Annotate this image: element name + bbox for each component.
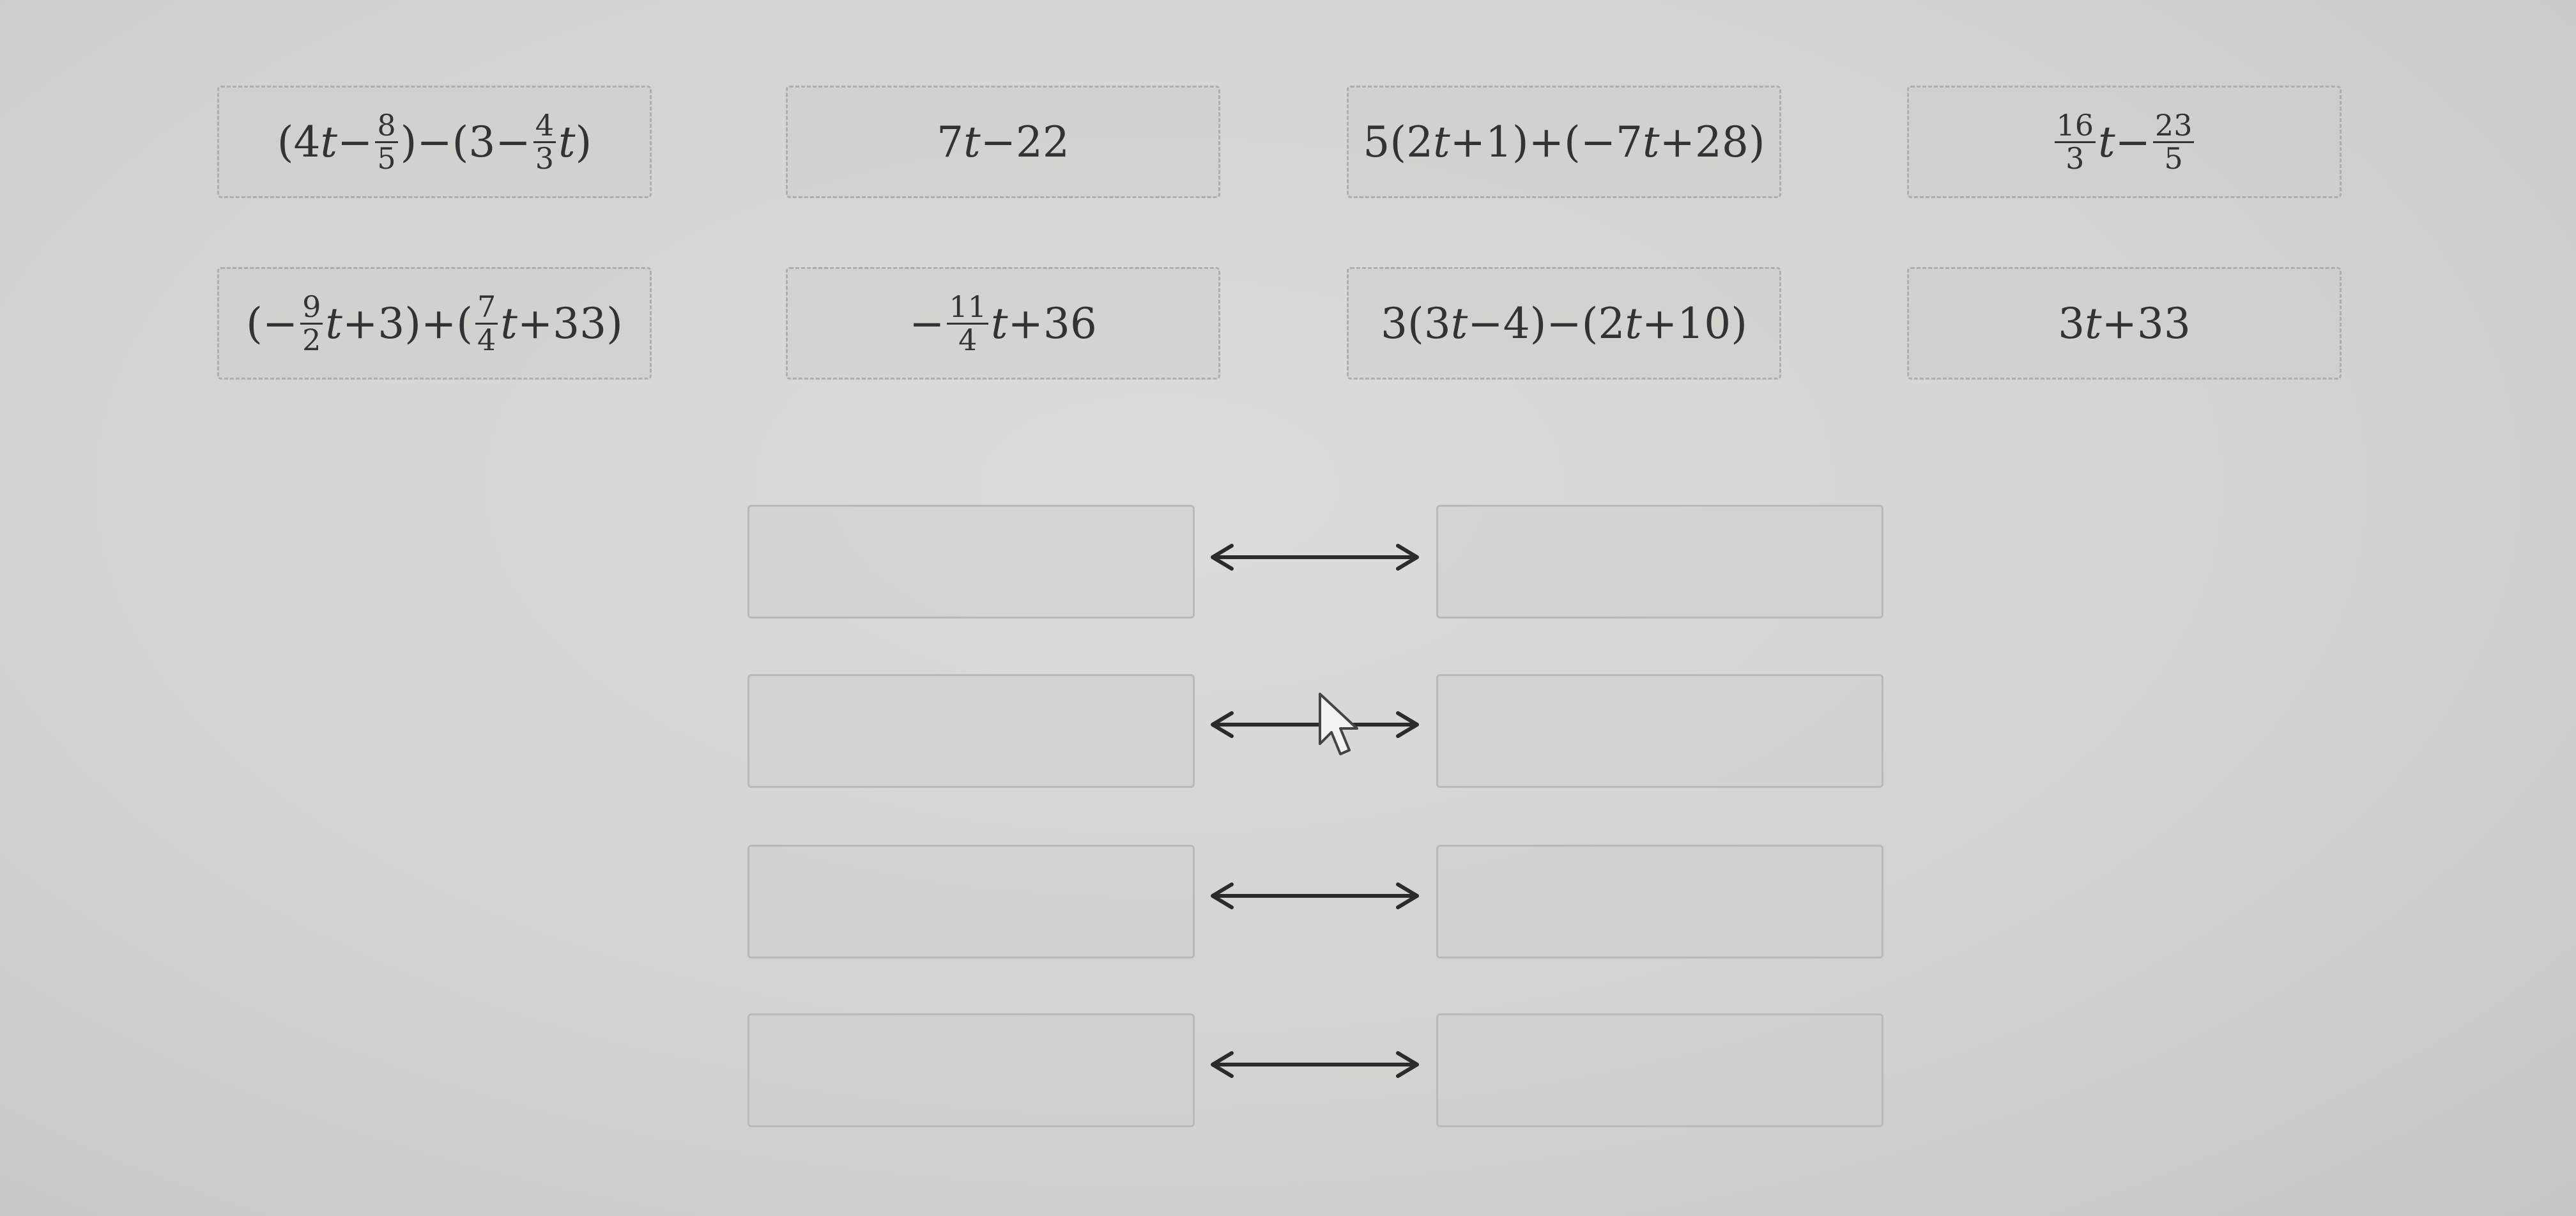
- drop-zone-right-3[interactable]: [1436, 845, 1883, 958]
- drop-zone-right-1[interactable]: [1436, 505, 1883, 619]
- fraction: $\frac{8}{5}$: [375, 110, 397, 174]
- drop-zone-left-2[interactable]: [747, 674, 1195, 788]
- drop-zone-right-4[interactable]: [1436, 1013, 1883, 1127]
- fraction: $\frac{23}{5}$: [2153, 110, 2195, 174]
- fraction: $\frac{11}{4}$: [947, 291, 988, 355]
- expression-text: 3 t +33: [2058, 298, 2191, 348]
- fraction: $\frac{4}{3}$: [533, 110, 556, 174]
- expression-text: $\frac{16}{3}$ t − $\frac{23}{5}$: [2052, 110, 2197, 174]
- double-headed-arrow-icon: [1206, 877, 1423, 915]
- expression-tile-6[interactable]: [786, 267, 1220, 380]
- expression-tile-7[interactable]: [1347, 267, 1781, 380]
- fraction: $\frac{9}{2}$: [300, 291, 323, 355]
- double-headed-arrow-icon: [1206, 538, 1423, 576]
- expression-tile-5[interactable]: [217, 267, 652, 380]
- expression-text: 7 t −22: [937, 117, 1070, 167]
- fraction: $\frac{7}{4}$: [475, 291, 498, 355]
- expression-text: (4 t − $\frac{8}{5}$ )−(3− $\frac{4}{3}$ t ): [277, 108, 592, 176]
- expression-text: (− $\frac{9}{2}$ t +3)+( $\frac{7}{4}$ t +33): [246, 289, 623, 357]
- expression-text: 3(3 t −4)−(2 t +10): [1381, 298, 1747, 348]
- mouse-cursor-icon: [1317, 691, 1362, 762]
- expression-tile-4[interactable]: [1907, 86, 2342, 198]
- double-headed-arrow-icon: [1206, 705, 1423, 744]
- expression-tile-3[interactable]: [1347, 86, 1781, 198]
- drop-zone-left-4[interactable]: [747, 1013, 1195, 1127]
- expression-tile-8[interactable]: [1907, 267, 2342, 380]
- drop-zone-left-1[interactable]: [747, 505, 1195, 619]
- expression-tile-2[interactable]: [786, 86, 1220, 198]
- double-headed-arrow-icon: [1206, 1045, 1423, 1084]
- drop-zone-left-3[interactable]: [747, 845, 1195, 958]
- drop-zone-right-2[interactable]: [1436, 674, 1883, 788]
- fraction: $\frac{16}{3}$: [2055, 110, 2096, 174]
- expression-tile-1[interactable]: [217, 86, 652, 198]
- expression-text: 5(2 t +1)+(−7 t +28): [1363, 117, 1765, 167]
- expression-text: − $\frac{11}{4}$ t +36: [909, 289, 1097, 357]
